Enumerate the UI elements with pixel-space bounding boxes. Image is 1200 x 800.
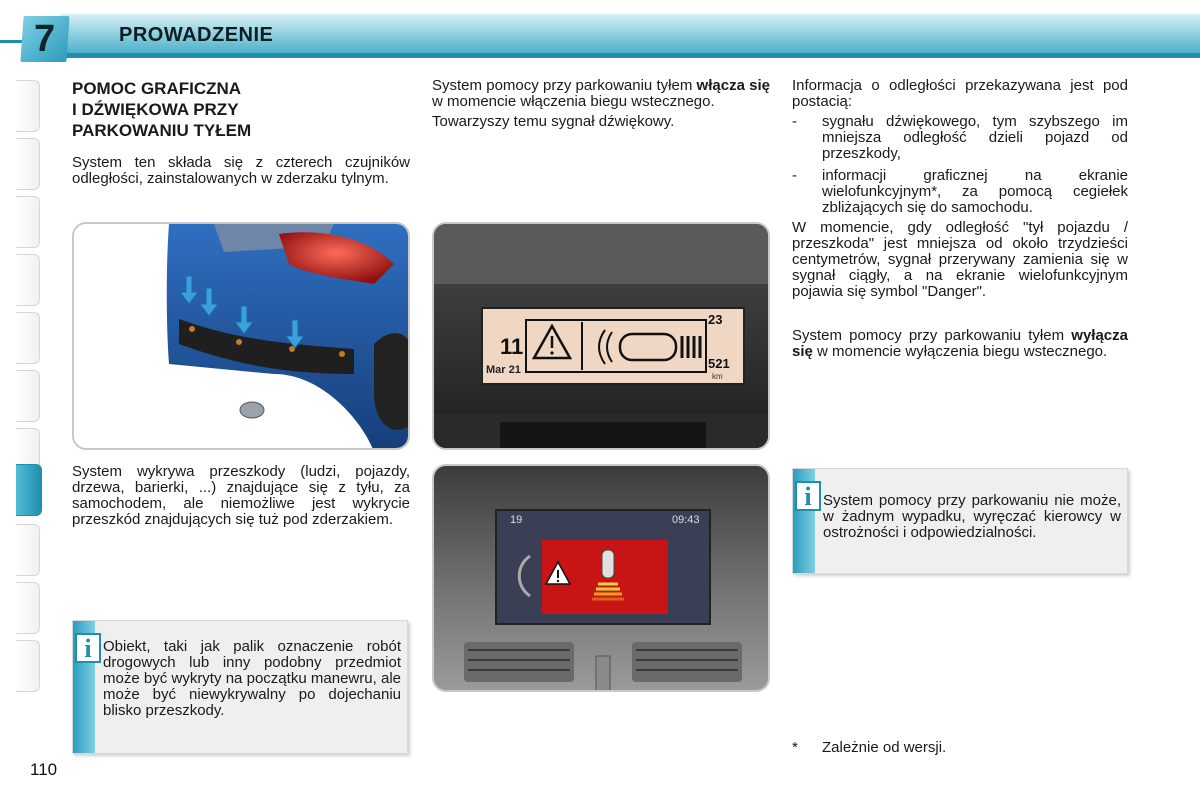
activation-text-start: System pomocy przy parkowaniu tyłem xyxy=(432,77,697,94)
activation-paragraph xyxy=(432,78,770,110)
chapter-tabs xyxy=(16,80,42,720)
column-3 xyxy=(792,78,1128,364)
rear-bumper-illustration xyxy=(72,222,410,450)
distance-info-intro: Informacja o odległości przekazywana jest pod postacią: xyxy=(792,77,1128,110)
list-item xyxy=(792,114,1128,162)
footnote-star: * xyxy=(792,739,798,756)
display1-right-bottom: 521 xyxy=(708,356,730,371)
footnote xyxy=(792,740,1128,756)
list-item-graphic: informacji graficznej na ekranie wielofunkcyjnym*, za pomocą cegiełek zbliżających się do samochodu. xyxy=(822,167,1128,216)
info-icon: i xyxy=(75,633,101,663)
section-heading xyxy=(72,78,410,141)
footnote-text: Zależnie od wersji. xyxy=(822,739,947,756)
chapter-tab-10 xyxy=(16,640,40,692)
chapter-tab-3 xyxy=(16,196,40,248)
activation-text-end: w momencie włączenia biegu wstecznego. xyxy=(432,93,715,110)
display1-right-top: 23 xyxy=(708,312,723,327)
display2-time: 09:43 xyxy=(672,514,700,526)
page-number: 110 xyxy=(30,760,58,779)
color-display-image xyxy=(434,466,770,692)
chapter-number: 7 xyxy=(34,17,56,60)
sound-paragraph: Towarzyszy temu sygnał dźwiękowy. xyxy=(432,113,675,130)
detection-paragraph: System wykrywa przeszkody (ludzi, pojazdy, drzewa, barierki, ...) znajdujące się z tyłu, za samochodem, ale niemożliwe jest wykrycie przeszkód znajdujących się tuż pod zderzakiem. xyxy=(72,463,410,528)
monochrome-display-illustration xyxy=(432,222,770,450)
info-icon: i xyxy=(795,481,821,511)
chapter-tab-2 xyxy=(16,138,40,190)
list-item-sound: sygnału dźwiękowego, tym szybszego im mniejsza odległość dzieli pojazd od przeszkody, xyxy=(822,113,1128,162)
chapter-tab xyxy=(20,16,69,62)
deactivation-bold: wyłącza się xyxy=(792,327,1128,360)
color-display-illustration xyxy=(432,464,770,692)
info-text-responsibility: System pomocy przy parkowaniu nie może, w żadnym wypadku, wyręczać kierowcy w ostrożności i odpowiedzialności. xyxy=(823,492,1121,541)
heading-line-3: PARKOWANIU TYŁEM xyxy=(72,121,252,140)
chapter-tab-active xyxy=(16,464,42,516)
info-box-obstacle xyxy=(72,620,408,754)
chapter-tab-8 xyxy=(16,524,40,576)
intro-paragraph: System ten składa się z czterech czujników odległości, zainstalowanych w zderzaku tylnym. xyxy=(72,154,410,187)
chapter-tab-9 xyxy=(16,582,40,634)
info-box-responsibility xyxy=(792,468,1128,574)
activation-bold: włącza się xyxy=(696,77,770,94)
danger-paragraph: W momencie, gdy odległość "tył pojazdu / przeszkoda" jest mniejsza od około trzydzieści centymetrów, sygnał przerywany zamienia się w sygnał ciągły, a na ekranie wielofunkcyjnym pojawia się symbol "Danger". xyxy=(792,219,1128,300)
heading-line-1: POMOC GRAFICZNA xyxy=(72,79,242,98)
display2-left-top: 19 xyxy=(510,514,523,526)
list-item xyxy=(792,168,1128,216)
list-dash: - xyxy=(792,167,797,184)
display1-date: Mar 21 xyxy=(486,364,521,376)
deactivation-paragraph xyxy=(792,328,1128,360)
page-header xyxy=(0,0,1200,62)
deactivation-text-start: System pomocy przy parkowaniu tyłem xyxy=(792,327,1072,344)
column-2 xyxy=(432,78,770,134)
rear-bumper-image xyxy=(74,224,410,450)
chapter-tab-1 xyxy=(16,80,40,132)
chapter-tab-6 xyxy=(16,370,40,422)
heading-line-2: I DŹWIĘKOWA PRZY xyxy=(72,100,239,119)
display1-unit: km xyxy=(712,372,723,381)
deactivation-text-end: w momencie wyłączenia biegu wstecznego. xyxy=(812,343,1108,360)
display1-left-number: 11 xyxy=(500,334,524,359)
list-dash: - xyxy=(792,113,797,130)
column-1 xyxy=(72,78,410,191)
chapter-tab-4 xyxy=(16,254,40,306)
monochrome-display-image xyxy=(434,224,770,450)
info-text-obstacle: Obiekt, taki jak palik oznaczenie robót drogowych lub inny podobny przedmiot może być wykryty na początku manewru, ale może być niewykrywalny po dojechaniu blisko przeszkody. xyxy=(103,638,401,719)
chapter-tab-5 xyxy=(16,312,40,364)
header-top-margin xyxy=(0,0,1200,14)
chapter-title: PROWADZENIE xyxy=(119,24,274,46)
